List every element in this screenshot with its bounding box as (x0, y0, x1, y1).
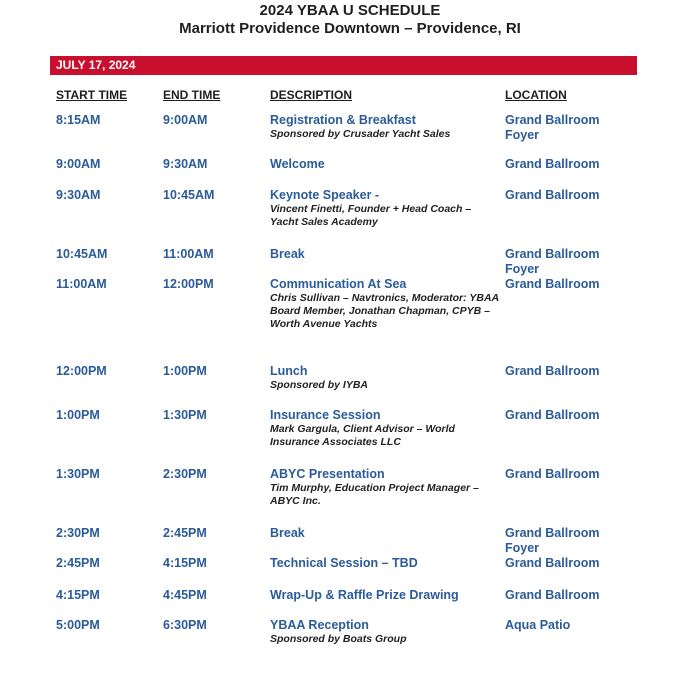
date-bar: JULY 17, 2024 (50, 56, 637, 75)
session-details: Tim Murphy, Education Project Manager – ABYC Inc. (270, 482, 479, 507)
location: Grand Ballroom (505, 157, 600, 171)
start-time: 9:30AM (56, 188, 101, 202)
start-time: 4:15PM (56, 588, 100, 602)
session-title: Welcome (270, 157, 325, 171)
start-time: 2:30PM (56, 526, 100, 540)
start-time: 12:00PM (56, 364, 107, 378)
session-title: ABYC Presentation (270, 467, 385, 481)
column-header-location: LOCATION (505, 88, 567, 102)
session-title: Break (270, 526, 305, 540)
session-details: Vincent Finetti, Founder + Head Coach – Yacht Sales Academy (270, 203, 472, 228)
session-details: Sponsored by Boats Group (270, 633, 407, 645)
start-time: 9:00AM (56, 157, 101, 171)
location: Aqua Patio (505, 618, 571, 632)
location: Grand Ballroom (505, 588, 600, 602)
description (270, 277, 500, 331)
end-time: 2:30PM (163, 467, 207, 481)
description (270, 526, 500, 541)
end-time: 9:30AM (163, 157, 208, 171)
session-title: Keynote Speaker - (270, 188, 380, 202)
start-time: 1:30PM (56, 467, 100, 481)
end-time: 6:30PM (163, 618, 207, 632)
session-title: Technical Session – TBD (270, 556, 418, 570)
end-time: 10:45AM (163, 188, 215, 202)
description (270, 364, 500, 392)
end-time: 4:45PM (163, 588, 207, 602)
location: Grand Ballroom (505, 556, 600, 570)
description (270, 408, 500, 449)
session-details: Sponsored by IYBA (270, 379, 369, 391)
location: Grand Ballroom Foyer (505, 247, 600, 276)
end-time: 4:15PM (163, 556, 207, 570)
description (270, 588, 500, 603)
location: Grand Ballroom (505, 408, 600, 422)
end-time: 1:30PM (163, 408, 207, 422)
session-details: Chris Sullivan – Navtronics, Moderator: YBAA Board Member, Jonathan Chapman, CPYB – Worth Avenue Yachts (270, 292, 499, 330)
description (270, 467, 500, 508)
session-title: Break (270, 247, 305, 261)
description (270, 188, 500, 229)
start-time: 5:00PM (56, 618, 100, 632)
end-time: 11:00AM (163, 247, 214, 261)
session-title: Insurance Session (270, 408, 381, 422)
location: Grand Ballroom Foyer (505, 113, 600, 142)
location: Grand Ballroom (505, 188, 600, 202)
end-time: 1:00PM (163, 364, 207, 378)
description (270, 113, 500, 141)
session-details: Sponsored by Crusader Yacht Sales (270, 128, 451, 140)
page-subtitle: Marriott Providence Downtown – Providence, RI (179, 20, 521, 37)
page-title: 2024 YBAA U SCHEDULE (259, 2, 441, 19)
start-time: 8:15AM (56, 113, 101, 127)
start-time: 10:45AM (56, 247, 108, 261)
description (270, 247, 500, 262)
session-title: Communication At Sea (270, 277, 407, 291)
column-header-description: DESCRIPTION (270, 88, 353, 102)
end-time: 9:00AM (163, 113, 208, 127)
end-time: 2:45PM (163, 526, 207, 540)
session-title: Registration & Breakfast (270, 113, 416, 127)
start-time: 11:00AM (56, 277, 107, 291)
location: Grand Ballroom Foyer (505, 526, 600, 555)
description (270, 157, 500, 172)
location: Grand Ballroom (505, 467, 600, 481)
description (270, 618, 500, 646)
start-time: 1:00PM (56, 408, 100, 422)
session-title: YBAA Reception (270, 618, 369, 632)
column-header-end: END TIME (163, 88, 221, 102)
end-time: 12:00PM (163, 277, 214, 291)
location: Grand Ballroom (505, 364, 600, 378)
column-header-start: START TIME (56, 88, 128, 102)
description (270, 556, 500, 571)
session-title: Wrap-Up & Raffle Prize Drawing (270, 588, 459, 602)
start-time: 2:45PM (56, 556, 100, 570)
location: Grand Ballroom (505, 277, 600, 291)
session-details: Mark Gargula, Client Advisor – World Insurance Associates LLC (270, 423, 455, 448)
session-title: Lunch (270, 364, 308, 378)
